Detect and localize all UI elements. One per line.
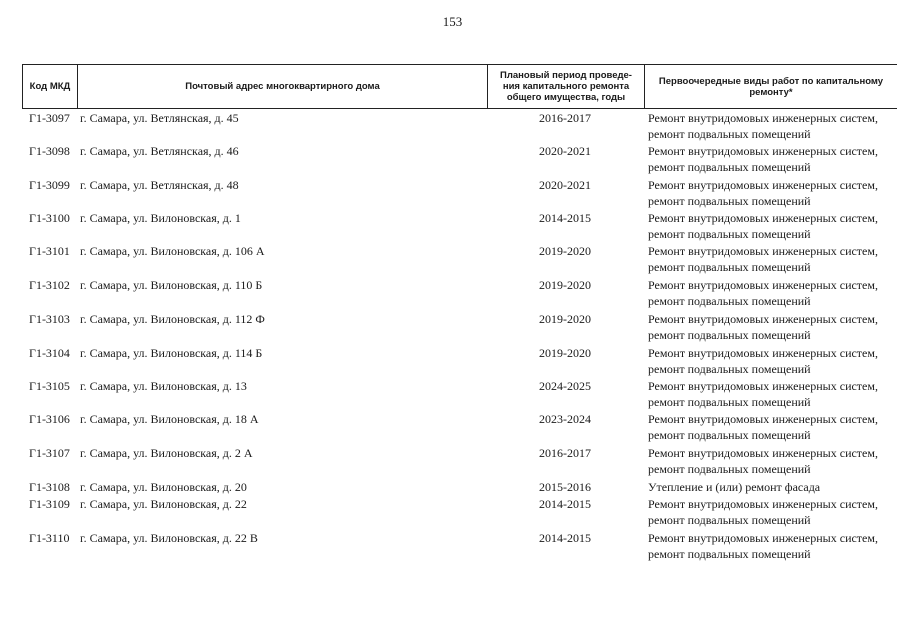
cell-address: г. Самара, ул. Вилоновская, д. 110 Б (80, 278, 263, 292)
cell-mkd-code: Г1-3104 (29, 346, 70, 360)
cell-works: Ремонт внутридомовых инженерных систем, ремонт подвальных помещений (648, 446, 878, 476)
cell-mkd-code: Г1-3105 (29, 379, 70, 393)
header-code: Код МКД (22, 65, 78, 108)
header-works: Первоочередные виды работ по капитальному ремонту* (658, 75, 884, 98)
cell-mkd-code: Г1-3109 (29, 497, 70, 511)
cell-period: 2014-2015 (539, 497, 591, 511)
cell-address: г. Самара, ул. Вилоновская, д. 13 (80, 379, 247, 393)
cell-period: 2019-2020 (539, 278, 591, 292)
cell-period: 2015-2016 (539, 480, 591, 494)
cell-address: г. Самара, ул. Вилоновская, д. 22 (80, 497, 247, 511)
cell-mkd-code: Г1-3106 (29, 412, 70, 426)
cell-address: г. Самара, ул. Вилоновская, д. 1 (80, 211, 241, 225)
cell-works: Ремонт внутридомовых инженерных систем, ремонт подвальных помещений (648, 211, 878, 241)
cell-address: г. Самара, ул. Вилоновская, д. 114 Б (80, 346, 263, 360)
cell-mkd-code: Г1-3102 (29, 278, 70, 292)
cell-works: Ремонт внутридомовых инженерных систем, ремонт подвальных помещений (648, 412, 878, 442)
cell-mkd-code: Г1-3107 (29, 446, 70, 460)
cell-works: Ремонт внутридомовых инженерных систем, ремонт подвальных помещений (648, 531, 878, 561)
cell-address: г. Самара, ул. Вилоновская, д. 22 В (80, 531, 258, 545)
header-address: Почтовый адрес многоквартирного дома (78, 65, 488, 108)
cell-mkd-code: Г1-3101 (29, 244, 70, 258)
cell-works: Ремонт внутридомовых инженерных систем, ремонт подвальных помещений (648, 111, 878, 141)
cell-address: г. Самара, ул. Вилоновская, д. 106 А (80, 244, 265, 258)
cell-mkd-code: Г1-3097 (29, 111, 70, 125)
cell-works: Ремонт внутридомовых инженерных систем, ремонт подвальных помещений (648, 244, 878, 274)
cell-works: Ремонт внутридомовых инженерных систем, ремонт подвальных помещений (648, 178, 878, 208)
cell-period: 2014-2015 (539, 211, 591, 225)
cell-works: Ремонт внутридомовых инженерных систем, ремонт подвальных помещений (648, 144, 878, 174)
cell-mkd-code: Г1-3110 (29, 531, 70, 545)
cell-mkd-code: Г1-3100 (29, 211, 70, 225)
cell-mkd-code: Г1-3103 (29, 312, 70, 326)
cell-works: Ремонт внутридомовых инженерных систем, ремонт подвальных помещений (648, 346, 878, 376)
page-number: 153 (442, 14, 463, 29)
cell-mkd-code: Г1-3099 (29, 178, 70, 192)
cell-mkd-code: Г1-3108 (29, 480, 70, 494)
cell-period: 2016-2017 (539, 111, 591, 125)
cell-mkd-code: Г1-3098 (29, 144, 70, 158)
cell-address: г. Самара, ул. Вилоновская, д. 2 А (80, 446, 253, 460)
cell-period: 2019-2020 (539, 244, 591, 258)
cell-address: г. Самара, ул. Ветлянская, д. 46 (80, 144, 239, 158)
cell-period: 2016-2017 (539, 446, 591, 460)
cell-address: г. Самара, ул. Ветлянская, д. 48 (80, 178, 239, 192)
cell-works: Ремонт внутридомовых инженерных систем, ремонт подвальных помещений (648, 278, 878, 308)
cell-works: Ремонт внутридомовых инженерных систем, ремонт подвальных помещений (648, 497, 878, 527)
cell-period: 2020-2021 (539, 144, 591, 158)
cell-address: г. Самара, ул. Вилоновская, д. 112 Ф (80, 312, 265, 326)
cell-period: 2020-2021 (539, 178, 591, 192)
cell-period: 2019-2020 (539, 346, 591, 360)
cell-period: 2023-2024 (539, 412, 591, 426)
cell-period: 2014-2015 (539, 531, 591, 545)
cell-address: г. Самара, ул. Вилоновская, д. 18 А (80, 412, 259, 426)
cell-works: Ремонт внутридомовых инженерных систем, ремонт подвальных помещений (648, 379, 878, 409)
cell-works: Ремонт внутридомовых инженерных систем, ремонт подвальных помещений (648, 312, 878, 342)
cell-period: 2019-2020 (539, 312, 591, 326)
cell-address: г. Самара, ул. Вилоновская, д. 20 (80, 480, 247, 494)
cell-works: Утепление и (или) ремонт фасада (648, 480, 821, 494)
cell-period: 2024-2025 (539, 379, 591, 393)
header-period: Плановый период проведе-ния капитального ремонта общего имущества, годы (488, 65, 645, 108)
cell-address: г. Самара, ул. Ветлянская, д. 45 (80, 111, 239, 125)
